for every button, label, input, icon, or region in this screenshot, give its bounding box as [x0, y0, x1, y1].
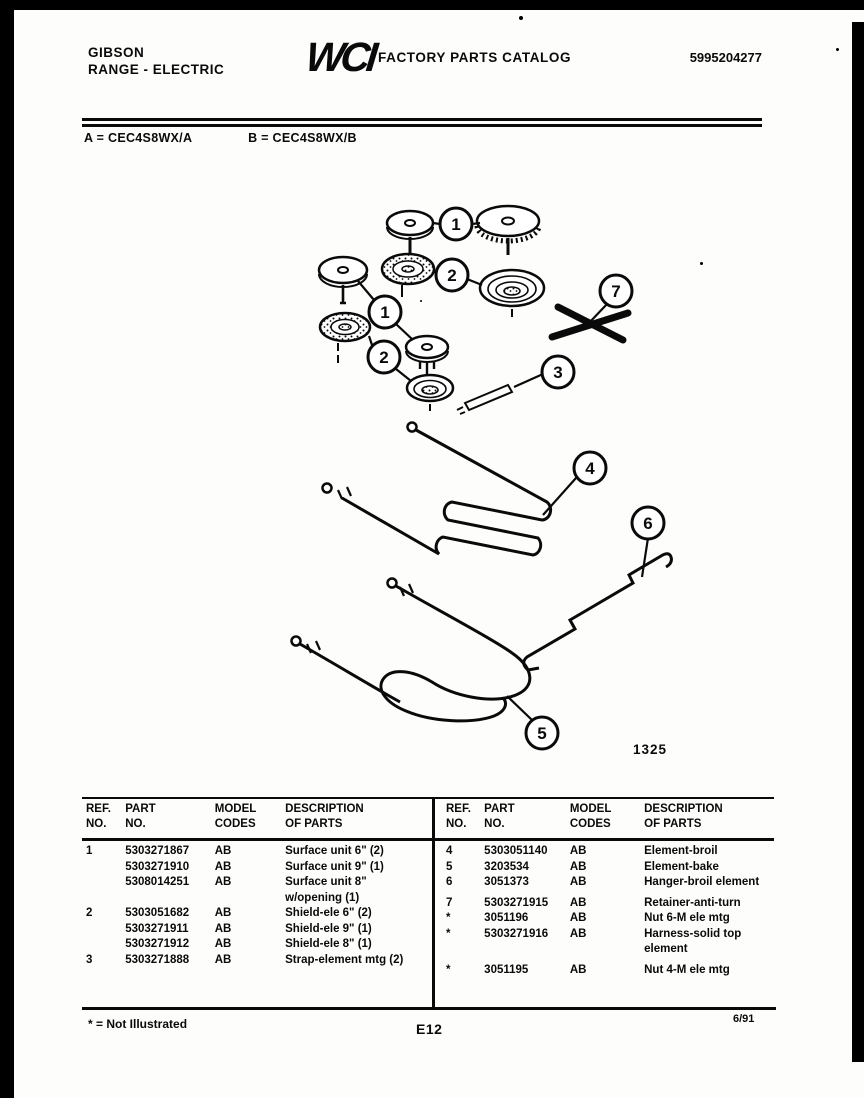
model-codes: AB [214, 860, 232, 873]
ref-no [86, 922, 125, 938]
date-code: 6/91 [733, 1013, 755, 1025]
model-codes: AB [214, 938, 232, 950]
col-ref: REF. [86, 803, 111, 815]
part-no: 5303271912 [125, 938, 190, 950]
publication-number: 5995204277 [689, 50, 762, 65]
table-header-row: REF. NO. PART NO. MODEL CODES DESCRIPTION OF PARTS [86, 803, 364, 830]
surface-unit-small-2 [319, 257, 367, 303]
ref-no: 3 [86, 953, 93, 966]
svg-text:2: 2 [379, 348, 389, 367]
brand-block [88, 44, 224, 78]
shield-bowl-ringed-2 [407, 375, 453, 411]
part-desc: Hanger-broil element [644, 876, 760, 888]
element-broil [323, 423, 551, 556]
part-no: 5303051140 [484, 845, 548, 857]
table-row [446, 860, 768, 876]
ref-no: * [446, 927, 451, 940]
svg-text:2: 2 [447, 266, 457, 285]
part-no: 5303271910 [125, 860, 190, 873]
part-no: 5308014251 [125, 876, 190, 888]
table-row [86, 860, 426, 876]
part-no: 5303271888 [125, 953, 190, 966]
table-row [446, 958, 768, 979]
callout-3 [542, 356, 574, 388]
not-illustrated-footnote: * = Not Illustrated [88, 1017, 188, 1031]
part-no: 3051195 [484, 963, 529, 976]
svg-text:3: 3 [553, 363, 563, 382]
ref-no: 5 [446, 860, 453, 873]
part-no: 5303271867 [125, 845, 190, 857]
left-table-body [86, 844, 426, 968]
part-desc: Shield-ele 6" (2) [285, 907, 372, 919]
table-row [446, 844, 768, 860]
part-no: 5303051682 [125, 907, 190, 919]
col-part: PART [125, 803, 156, 815]
model-codes: AB [214, 907, 232, 919]
svg-text:1: 1 [451, 215, 461, 234]
ref-no: 1 [86, 845, 93, 857]
model-codes: AB [569, 860, 587, 873]
scan-noise [519, 16, 523, 20]
svg-text:4: 4 [585, 459, 595, 478]
table-bottom-rule [82, 1007, 776, 1010]
header-rule [82, 118, 762, 121]
callout-7 [600, 275, 632, 307]
model-codes: AB [569, 845, 587, 857]
strap-element-mtg [457, 385, 512, 414]
part-desc: Nut 6-M ele mtg [644, 912, 730, 924]
surface-unit-large [477, 206, 539, 255]
scan-noise [836, 48, 839, 51]
part-desc: Surface unit 9" (1) [285, 860, 384, 873]
col-desc: DESCRIPTION [285, 803, 364, 815]
ref-no [86, 860, 125, 876]
table-header-row: REF. NO. PART NO. MODEL CODES DESCRIPTION OF PARTS [446, 803, 723, 830]
col-desc: DESCRIPTION [644, 803, 723, 815]
callout-1b [369, 296, 401, 328]
model-codes: AB [214, 845, 232, 857]
ref-no [86, 875, 125, 906]
model-numbers [84, 131, 409, 145]
part-desc: Retainer-anti-turn [644, 896, 741, 909]
model-codes: AB [569, 963, 587, 976]
ref-no: 2 [86, 907, 93, 919]
col-model: MODEL [569, 803, 612, 815]
col-model: MODEL [214, 803, 257, 815]
svg-text:6: 6 [643, 514, 653, 533]
appliance-type: RANGE - ELECTRIC [88, 62, 225, 77]
callout-1a [440, 208, 472, 240]
model-codes: AB [569, 876, 587, 888]
table-row [446, 891, 768, 912]
model-codes: AB [569, 896, 587, 909]
callout-4 [574, 452, 606, 484]
part-no: 3051373 [484, 876, 529, 888]
element-bake [292, 579, 530, 721]
svg-text:7: 7 [611, 282, 621, 301]
wci-logo: WCI [303, 34, 377, 80]
brand-name: GIBSON [88, 45, 145, 60]
scan-border-right [852, 22, 864, 1062]
shield-bowl-ringed [480, 270, 544, 317]
catalog-title: FACTORY PARTS CATALOG [378, 50, 572, 65]
part-desc: Shield-ele 8" (1) [285, 938, 372, 950]
scan-border-top [0, 0, 864, 10]
diagram-number: 1325 [633, 742, 668, 757]
page-number: E12 [416, 1021, 443, 1037]
ref-no: * [446, 912, 451, 924]
table-row [446, 875, 768, 891]
right-table-body [446, 844, 768, 978]
callout-6 [632, 507, 664, 539]
model-b: B = CEC4S8WX/B [248, 131, 357, 145]
part-no: 5303271911 [125, 922, 189, 935]
callout-5 [526, 717, 558, 749]
callout-2a [436, 259, 468, 291]
surface-unit-small-3 [406, 336, 448, 375]
col-ref: REF. [446, 803, 471, 815]
model-codes: AB [214, 953, 232, 966]
col-part: PART [484, 803, 515, 815]
table-row [86, 937, 426, 953]
model-a: A = CEC4S8WX/A [84, 131, 193, 145]
ref-no [86, 937, 125, 953]
table-row [446, 911, 768, 927]
ref-no: * [446, 963, 451, 976]
part-no: 3051196 [484, 912, 529, 924]
retainer-anti-turn [552, 307, 628, 340]
model-codes: AB [214, 922, 232, 935]
shield-bowl-open-2 [320, 313, 370, 363]
model-codes: AB [569, 912, 587, 924]
ref-no: 7 [446, 896, 453, 909]
part-desc: Element-bake [644, 860, 719, 873]
part-desc: Strap-element mtg (2) [285, 953, 404, 966]
callout-2b [368, 341, 400, 373]
part-desc: Shield-ele 9" (1) [285, 922, 372, 935]
table-row [446, 927, 768, 958]
ref-no: 6 [446, 876, 453, 888]
part-desc: Nut 4-M ele mtg [644, 963, 730, 976]
part-desc: Surface unit 6" (2) [285, 845, 384, 857]
parts-diagram [80, 185, 770, 775]
part-desc: Harness-solid top element [644, 927, 742, 955]
part-no: 3203534 [484, 860, 529, 873]
shield-bowl-open [382, 254, 434, 297]
part-no: 5303271916 [484, 927, 549, 940]
part-desc: Element-broil [644, 845, 718, 857]
table-row [86, 906, 426, 922]
table-top-rule [82, 797, 774, 799]
table-divider [432, 797, 435, 1010]
scan-border-left [0, 0, 14, 1098]
svg-text:1: 1 [380, 303, 390, 322]
surface-unit-small [387, 211, 433, 253]
ref-no: 4 [446, 845, 453, 857]
model-codes: AB [214, 876, 232, 888]
svg-text:5: 5 [537, 724, 547, 743]
parts-table-right [446, 802, 768, 978]
part-no: 5303271915 [484, 896, 549, 909]
parts-table-left [86, 802, 426, 968]
table-row [86, 875, 426, 906]
part-desc: Surface unit 8" w/opening (1) [285, 876, 367, 904]
hanger-broil-element [524, 554, 672, 670]
header-rule [82, 124, 762, 127]
table-row [86, 922, 426, 938]
table-row [86, 953, 426, 969]
table-row [86, 844, 426, 860]
model-codes: AB [569, 927, 587, 940]
